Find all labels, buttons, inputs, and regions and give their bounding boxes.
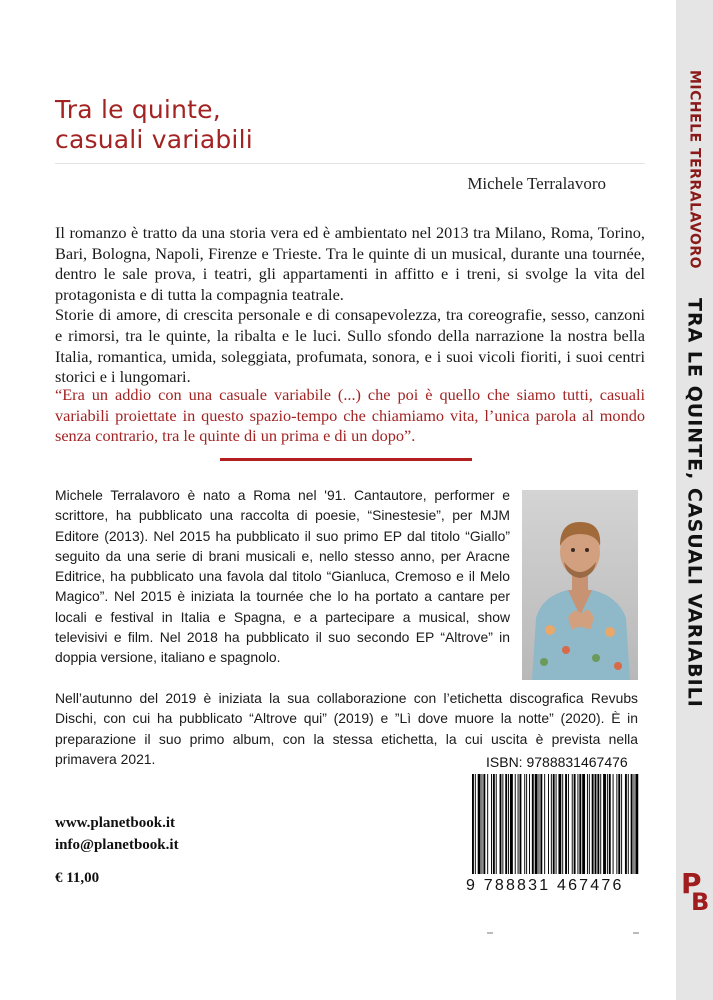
barcode-bar bbox=[628, 774, 629, 874]
barcode-bar bbox=[556, 774, 557, 874]
publisher-logo-p: P bbox=[681, 867, 702, 900]
price: € 11,00 bbox=[55, 870, 100, 886]
barcode-bar bbox=[607, 774, 608, 874]
barcode-bar bbox=[508, 774, 509, 874]
barcode-bar bbox=[572, 774, 573, 874]
barcode-bar bbox=[634, 774, 635, 874]
barcode-bar bbox=[562, 774, 563, 874]
publisher-website: www.planetbook.it bbox=[55, 815, 176, 831]
barcode-bar bbox=[472, 774, 474, 874]
book-title-line-1: Tra le quinte, bbox=[55, 95, 221, 124]
spine-title: TRA LE QUINTE, CASUALI VARIABILI bbox=[683, 298, 706, 708]
barcode-bar bbox=[505, 774, 507, 874]
barcode-bar bbox=[529, 774, 530, 874]
spine-author: MICHELE TERRALAVORO bbox=[686, 70, 703, 270]
book-title-line-2: casuali variabili bbox=[55, 125, 253, 154]
barcode-bar bbox=[539, 774, 540, 874]
barcode-bar bbox=[582, 774, 585, 874]
barcode-digits: 9 788831 467476 bbox=[466, 877, 624, 894]
synopsis-paragraph-2: Storie di amore, di crescita personale e di consapevolezza, tra coreografie, sesso, canzoni e rimorsi, tra le quinte, la ribalta e le luci. Sullo sfondo della narrazione la nostra bella Italia, romantica, umida, soleggiata, profumata, sonora, e i suoi vicoli fioriti, i suoi centri storici e i lungomari. bbox=[55, 305, 645, 387]
synopsis bbox=[55, 223, 645, 388]
author-photo bbox=[522, 490, 638, 680]
book-title bbox=[55, 95, 455, 155]
author-bio-part-1: Michele Terralavoro è nato a Roma nel '91. Cantautore, performer e scrittore, ha pubblicato una raccolta di poesie, “Sinestesie”, per MJM Editore (2013). Nel 2015 ha pubblicato il suo primo EP dal titolo “Giallo” seguito da una serie di brani musicali e, nello stesso anno, per Aracne Editrice, ha pubblicato una favola dal titolo “Gianluca, Cremoso e il Melo Magico”. Nel 2015 è iniziata la tournée che lo ha portato a cantare per locali e festival in Italia e Spagna, e a partecipare a musical, show televisivi e film. Nel 2018 ha pubblicato il suo secondo EP “Altrove” in doppia versione, italiano e spagnolo. bbox=[55, 487, 510, 666]
barcode-bar bbox=[595, 774, 597, 874]
barcode-bar bbox=[518, 774, 519, 874]
publisher-email: info@planetbook.it bbox=[55, 837, 179, 853]
barcode-bar bbox=[618, 774, 620, 874]
barcode bbox=[470, 774, 640, 874]
barcode-bar bbox=[631, 774, 633, 874]
barcode-bar bbox=[565, 774, 567, 874]
crop-mark-right bbox=[633, 930, 639, 936]
barcode-bar bbox=[609, 774, 611, 874]
barcode-bar bbox=[483, 774, 485, 874]
barcode-bar bbox=[579, 774, 581, 874]
barcode-bar bbox=[535, 774, 538, 874]
red-divider bbox=[220, 458, 472, 461]
barcode-bar bbox=[558, 774, 561, 874]
author-photo-illustration bbox=[522, 490, 638, 680]
barcode-bar bbox=[553, 774, 555, 874]
synopsis-paragraph-1: Il romanzo è tratto da una storia vera ed è ambientato nel 2013 tra Milano, Roma, Torino, Bari, Bologna, Napoli, Firenze e Trieste. Tra le quinte di un musical, durante una tournée, dentro le sale prova, i teatri, gli appartamenti in affitto e i treni, si svolge la vita del protagonista e di tutta la compagnia teatrale. bbox=[55, 223, 645, 304]
barcode-bar bbox=[478, 774, 481, 874]
barcode-bar bbox=[613, 774, 614, 874]
barcode-bar bbox=[502, 774, 503, 874]
barcode-bar bbox=[491, 774, 492, 874]
barcode-bar bbox=[600, 774, 601, 874]
barcode-bar bbox=[520, 774, 522, 874]
barcode-bar bbox=[587, 774, 588, 874]
book-quote: “Era un addio con una casuale variabile (...) che poi è quello che siamo tutti, casuali variabili proiettate in questo spazio-tempo che chiamiamo vita, l’unica parola al mondo senza contrario, tra le quinte di un prima e di un dopo”. bbox=[55, 385, 645, 446]
barcode-bar bbox=[500, 774, 502, 874]
barcode-bar bbox=[568, 774, 569, 874]
barcode-bar bbox=[597, 774, 599, 874]
book-spine bbox=[676, 0, 713, 1000]
barcode-bar bbox=[548, 774, 549, 874]
author-bio-part-2: Nell’autunno del 2019 è iniziata la sua collaborazione con l’etichetta discografica Revubs Dischi, con cui ha pubblicato “Altrove qui” (2019) e ”Lì dove muore la notte” (2020). È in preparazione il suo primo album, con la stessa etichetta, la cui uscita è prevista nella primavera 2021. bbox=[55, 690, 638, 767]
barcode-bar bbox=[635, 774, 638, 874]
barcode-bar bbox=[482, 774, 483, 874]
barcode-bar bbox=[515, 774, 516, 874]
publisher-logo-b: B bbox=[691, 888, 710, 916]
barcode-bar bbox=[625, 774, 627, 874]
barcode-bar bbox=[475, 774, 476, 874]
barcode-bar bbox=[487, 774, 488, 874]
barcode-bar bbox=[574, 774, 576, 874]
crop-mark-left bbox=[487, 930, 493, 936]
barcode-bar bbox=[526, 774, 527, 874]
barcode-bar bbox=[496, 774, 497, 874]
barcode-bar bbox=[621, 774, 622, 874]
barcode-bar bbox=[540, 774, 542, 874]
barcode-bar bbox=[616, 774, 617, 874]
publisher-logo bbox=[681, 867, 710, 930]
publisher-contacts bbox=[55, 812, 179, 856]
barcode-bar bbox=[532, 774, 534, 874]
title-divider bbox=[55, 163, 645, 164]
barcode-bar bbox=[510, 774, 513, 874]
barcode-bar bbox=[524, 774, 525, 874]
author-name: Michele Terralavoro bbox=[467, 174, 606, 193]
barcode-bar bbox=[577, 774, 578, 874]
barcode-bar bbox=[493, 774, 495, 874]
barcode-bar bbox=[544, 774, 545, 874]
barcode-bar bbox=[603, 774, 606, 874]
isbn-label: ISBN: 9788831467476 bbox=[486, 754, 628, 770]
barcode-bar bbox=[592, 774, 594, 874]
barcode-bar bbox=[589, 774, 590, 874]
barcode-bar bbox=[551, 774, 552, 874]
